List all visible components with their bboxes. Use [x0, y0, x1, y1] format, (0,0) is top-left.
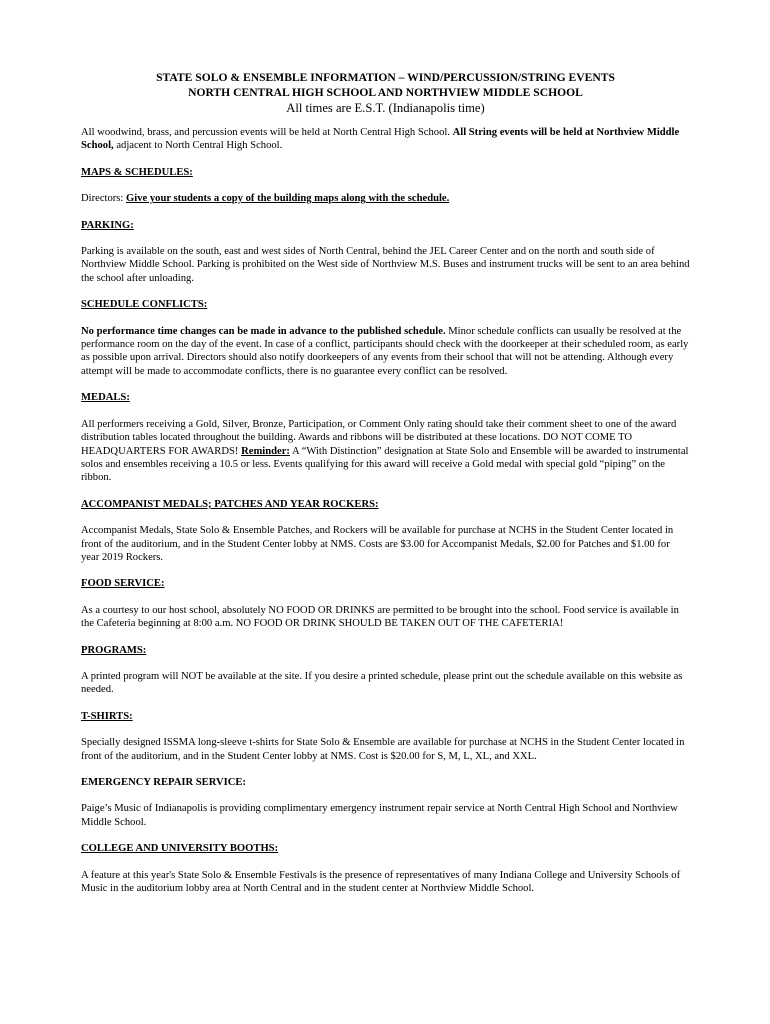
maps-paragraph: Directors: Give your students a copy of the building maps along with the schedule.: [81, 193, 450, 205]
booths-paragraph: A feature at this year's State Solo & Ensemble Festivals is the presence of representatives of many Indiana College and University Schools of Music in the auditorium lobby area at North Central and in the student center at Northview Middle School.: [81, 869, 681, 895]
accompanist-heading: ACCOMPANIST MEDALS; PATCHES AND YEAR ROCKERS:: [81, 498, 379, 510]
intro-paragraph: All woodwind, brass, and percussion events will be held at North Central High School. All String events will be held at Northview Middle School, adjacent to North Central High School.: [81, 127, 680, 152]
document-subtitle: All times are E.S.T. (Indianapolis time): [286, 101, 485, 115]
repair-heading: EMERGENCY REPAIR SERVICE:: [81, 777, 247, 788]
conflicts-heading: SCHEDULE CONFLICTS:: [81, 299, 208, 311]
food-heading: FOOD SERVICE:: [81, 578, 165, 590]
maps-heading: MAPS & SCHEDULES:: [81, 166, 193, 178]
tshirts-paragraph: Specially designed ISSMA long-sleeve t-shirts for State Solo & Ensemble are available for purchase at NCHS in the Student Center located in front of the auditorium, and in the Student Center lobby at NMS. Cost is $20.00 for S, M, L, XL, and XXL.: [81, 737, 685, 762]
conflicts-bold-note: No performance time changes can be made in advance to the published schedule.: [81, 325, 446, 337]
parking-heading: PARKING:: [81, 219, 134, 231]
document-title-line-1: STATE SOLO & ENSEMBLE INFORMATION – WIND/PERCUSSION/STRING EVENTS: [156, 71, 615, 84]
tshirts-heading: T-SHIRTS:: [81, 710, 133, 722]
medals-reminder: Reminder:: [241, 445, 290, 457]
programs-heading: PROGRAMS:: [81, 644, 147, 656]
parking-paragraph: Parking is available on the south, east and west sides of North Central, behind the JEL Career Center and on the north and south side of Northview Middle School. Parking is prohibited on the West side of Northview M.S. Buses and instrument trucks will be sent to an area behind the school after unloading.: [81, 246, 690, 284]
document-title-line-2: NORTH CENTRAL HIGH SCHOOL AND NORTHVIEW MIDDLE SCHOOL: [188, 86, 583, 99]
accompanist-paragraph: Accompanist Medals, State Solo & Ensemble Patches, and Rockers will be available for purchase at NCHS in the Student Center located in front of the auditorium, and in the Student Center lobby at NMS. Costs are $3.00 for Accompanist Medals, $2.00 for Patches and $1.00 for year 2019 Rockers.: [81, 525, 674, 563]
programs-paragraph: A printed program will NOT be available at the site. If you desire a printed schedule, please print out the schedule available on this website as needed.: [81, 670, 683, 696]
medals-paragraph: All performers receiving a Gold, Silver, Bronze, Participation, or Comment Only rating should take their comment sheet to one of the award distribution tables located throughout the building. Awards and ribbons will be distributed at these locations. DO NOT COME TO HEADQUARTERS FOR AWARDS! Reminder: A “With Distinction” designation at State Solo and Ensemble will be awarded to instrumental solos and ensembles receiving a 10.5 or less. Events qualifying for this award will receive a Gold medal with special gold “piping” on the ribbon.: [81, 418, 689, 484]
maps-instruction: Give your students a copy of the building maps along with the schedule.: [126, 193, 450, 205]
food-paragraph: As a courtesy to our host school, absolutely NO FOOD OR DRINKS are permitted to be brought into the school. Food service is available in the Cafeteria beginning at 8:00 a.m. NO FOOD OR DRINK SHOULD BE TAKEN OUT OF THE CAFETERIA!: [81, 604, 679, 630]
document-header: [81, 70, 690, 116]
repair-paragraph: Paige’s Music of Indianapolis is providing complimentary emergency instrument repair service at North Central High School and Northview Middle School.: [81, 803, 678, 828]
strings-location-note: All String events will be held at Northview Middle School,: [81, 127, 680, 152]
medals-heading: MEDALS:: [81, 392, 130, 404]
booths-heading: COLLEGE AND UNIVERSITY BOOTHS:: [81, 843, 279, 855]
conflicts-paragraph: No performance time changes can be made in advance to the published schedule. Minor schedule conflicts can usually be resolved at the performance room on the day of the event. In case of a conflict, participants should check with the doorkeeper at their scheduled room, as early as possible upon arrival. Directors should also notify doorkeepers of any events from their school that will not be attending. Although every attempt will be made to accommodate conflicts, there is no guarantee every conflict can be resolved.: [81, 325, 689, 377]
